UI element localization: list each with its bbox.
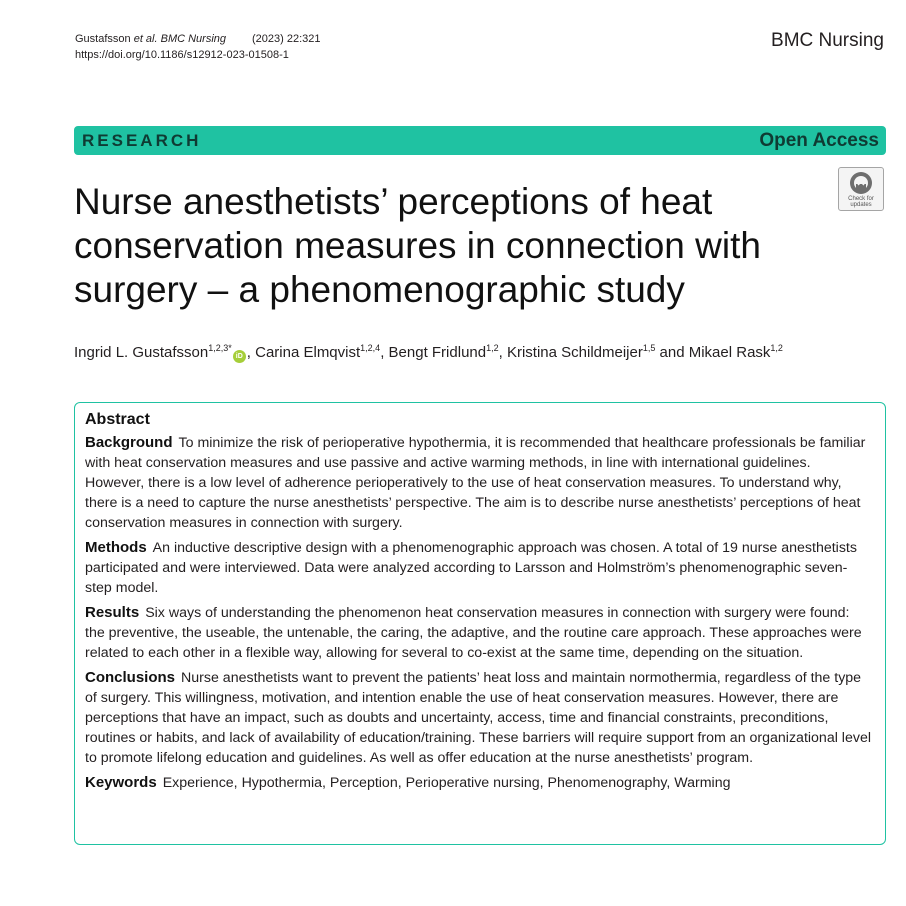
author-name[interactable]: Mikael Rask bbox=[688, 344, 771, 361]
author-name[interactable]: Carina Elmqvist bbox=[255, 344, 361, 361]
check-for-updates-icon bbox=[849, 171, 873, 195]
methods-label: Methods bbox=[85, 539, 147, 556]
author-name[interactable]: Ingrid L. Gustafsson bbox=[74, 344, 209, 361]
conclusions-label: Conclusions bbox=[85, 669, 176, 686]
author-affiliation: 1,5 bbox=[642, 343, 656, 353]
keywords-label: Keywords bbox=[85, 774, 157, 791]
author-affiliation: 1,2 bbox=[770, 343, 783, 353]
citation-header bbox=[75, 31, 321, 63]
orcid-icon[interactable]: iD bbox=[233, 350, 246, 363]
abstract-results bbox=[85, 603, 871, 663]
author-affiliation: 1,2 bbox=[486, 343, 499, 353]
conclusions-text: Nurse anesthetists want to prevent the patients’ heat loss and maintain normothermia, regardless of the type of surgery. This willingness, motivation, and intention enable the use of heat conservation measures. However, there are perceptions that have an impact, such as doubts and uncertainty, access, time and financial constraints, preconditions, routines or habits, and lack of availability of education/training. These barriers will require support from an organizational level to promote lifelong education and guidelines. As well as offer education at the nurse anesthetists’ program. bbox=[85, 670, 871, 766]
open-access-label: Open Access bbox=[759, 129, 879, 151]
article-type-banner bbox=[74, 126, 886, 155]
citation-year-volume: (2023) 22:321 bbox=[252, 33, 321, 45]
author-list: Ingrid L. Gustafsson$^{1,2,3*}$iD , Carina Elmqvist$^{1,2,4}$, Bengt Fridlund$^{1,2}$, Kristina Schildmeijer$^{1,5}$ and Mikael Rask$^{1,2}$ bbox=[74, 343, 783, 361]
results-text: Six ways of understanding the phenomenon heat conservation measures in connection with surgery were found: the preventive, the useable, the untenable, the caring, the adaptive, and the routine care approach. These approaches were related to each other in a flexible way, allowing for several to co-exist at the same time, depending on the situation. bbox=[85, 605, 862, 661]
abstract-heading: Abstract bbox=[85, 411, 150, 428]
abstract-conclusions bbox=[85, 668, 871, 768]
article-title: Nurse anesthetists’ perceptions of heat conservation measures in connection with surgery – a phenomenographic study bbox=[74, 181, 761, 310]
citation-authors: Gustafsson et al. BMC Nursing bbox=[75, 33, 227, 45]
methods-text: An inductive descriptive design with a phenomenographic approach was chosen. A total of 19 nurse anesthetists participated and were interviewed. Data were analyzed according to Larsson and Holmström’s phenomenographic seven-step model. bbox=[85, 540, 857, 596]
journal-name: BMC Nursing bbox=[771, 30, 884, 51]
author-name[interactable]: Kristina Schildmeijer bbox=[506, 344, 643, 361]
author-affiliation: 1,2,4 bbox=[360, 343, 381, 353]
abstract-box bbox=[74, 402, 886, 845]
author-affiliation: 1,2,3* bbox=[208, 343, 232, 353]
abstract-background bbox=[85, 433, 871, 533]
author-name[interactable]: Bengt Fridlund bbox=[388, 344, 487, 361]
abstract-methods bbox=[85, 538, 871, 598]
abstract-keywords bbox=[85, 773, 871, 793]
keywords-text: Experience, Hypothermia, Perception, Perioperative nursing, Phenomenography, Warming bbox=[162, 775, 731, 791]
results-label: Results bbox=[85, 604, 140, 621]
background-label: Background bbox=[85, 434, 173, 451]
doi-link[interactable]: https://doi.org/10.1186/s12912-023-01508-1 bbox=[75, 49, 289, 61]
background-text: To minimize the risk of perioperative hypothermia, it is recommended that healthcare professionals be familiar with heat conservation measures and use passive and active warming methods, in line with international guidelines. However, there is a low level of adherence perioperatively to the use of heat conservation measures. To understand why, there is a need to capture the nurse anesthetists’ perspective. The aim is to describe nurse anesthetists’ perceptions of heat conservation measures in connection with surgery. bbox=[85, 435, 866, 531]
check-for-updates-badge[interactable]: Check for updates bbox=[838, 167, 884, 211]
article-type-label: RESEARCH bbox=[82, 130, 202, 150]
